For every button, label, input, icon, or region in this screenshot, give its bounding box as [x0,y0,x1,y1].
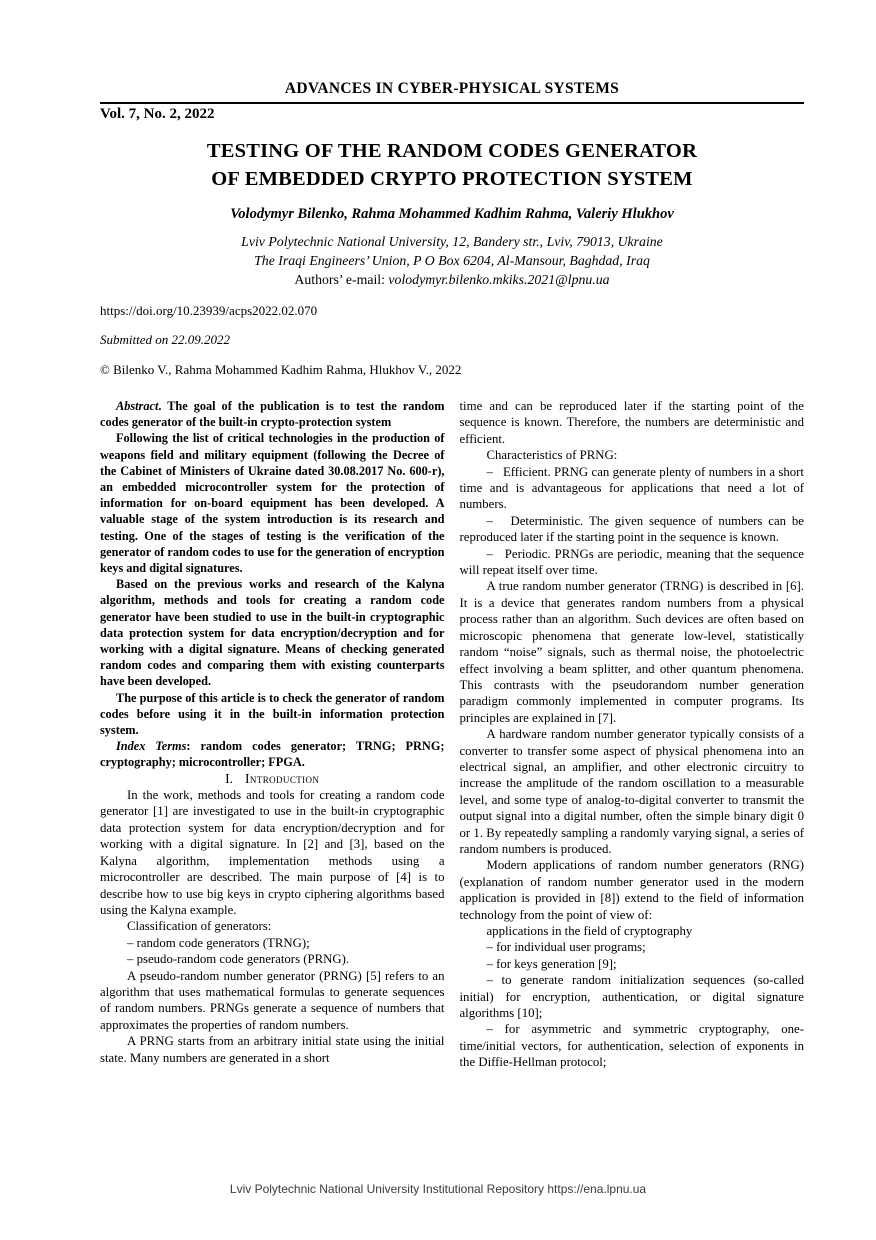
header-rule [100,102,804,104]
affiliation-line2: The Iraqi Engineers’ Union, P O Box 6204, Al-Mansour, Baghdad, Iraq [254,253,650,268]
email-address: volodymyr.bilenko.mkiks.2021@lpnu.ua [388,272,610,287]
abstract-paragraph-1 [100,398,445,430]
right-column [460,398,805,1071]
application-list-item-3: – to generate random initialization sequences (so-called initial) for encryption, authentication, or digital signature algorithms [10]; [459,973,804,1021]
section-heading-introduction [100,771,445,787]
abstract-paragraph-3: Based on the previous works and research of the Kalyna algorithm, methods and tools for creating a random code generator have been studied to use in the built-in cryptographic data protection system for data encryption/decryption and for working with a digital signature. Means of checking generated random codes and comparing them with existing counterparts have been developed. [100,577,445,689]
repository-footer: Lviv Polytechnic National University Institutional Repository https://ena.lpnu.ua [229,1182,647,1196]
copyright-line: © Bilenko V., Rahma Mohammed Kadhim Rahma, Hlukhov V., 2022 [100,362,462,377]
intro-paragraph-2: Classification of generators: [127,919,272,934]
trng-paragraph: A true random number generator (TRNG) is described in [6]. It is a device that generates random numbers from a physical process rather than an algorithm. Such devices are often based on microscopic phenomena that generate low-level, statistically random “noise” signals, such as thermal noise, the photoelectric effect involving a beam splitter, and other quantum phenomena. This contrasts with the pseudorandom number generation paradigm commonly implemented in computer programs. Its principles are explained in [7]. [459,579,804,725]
application-list-item-2: – for keys generation [9]; [486,956,617,971]
index-terms-text: : random codes generator; TRNG; PRNG; cryptography; microcontroller; FPGA. [100,739,445,770]
article-title-line1: TESTING OF THE RANDOM CODES GENERATOR [206,140,698,162]
article-title-line2: OF EMBEDDED CRYPTO PROTECTION SYSTEM [211,168,693,190]
abstract-label: Abstract [116,399,159,413]
prng-characteristic-periodic: – Periodic. PRNGs are periodic, meaning that the sequence will repeat itself over time. [459,546,804,578]
section-number: I. [225,770,234,786]
article-title [100,137,804,193]
abstract-paragraph-2: Following the list of critical technologies in the production of weapons field and military equipment (following the Decree of the Cabinet of Ministers of Ukraine dated 30.08.2017 No. 600-r), an embedded microcontroller system for the protection of information for on-board equipment has been developed. A valuable stage of the system introduction is its research and testing. One of the stages of testing is the verification of the generator of random codes to use for the generation of encryption keys and digital signatures. [100,431,445,576]
application-list-item-4: – for asymmetric and symmetric cryptography, one-time/initial vectors, for authentication, selection of exponents in the Diffie-Hellman protocol; [459,1022,804,1070]
email-line [100,270,804,289]
hardware-rng-paragraph: A hardware random number generator typically consists of a converter to transfer some aspect of physical phenomena into an electrical signal, an amplifier, and other electronic circuitry to increase the amplitude of the random oscillation to a measurable level, and some type of analog-to-digital converter to transmit the output signal into a digital number, often the simple binary digit 0 or 1. By repeatedly sampling a randomly varying signal, a series of random numbers is produced. [459,727,804,856]
abstract-paragraph-4: The purpose of this article is to check the generator of random codes before using it in the built-in information protection system. [100,690,445,738]
modern-applications-paragraph: Modern applications of random number generators (RNG) (explanation of random number generator used in the modern application is provided in [8]) extend to the field of information technology from the point of view of: [459,858,804,922]
right-paragraph-2: Characteristics of PRNG: [486,448,618,463]
abstract-paragraph-1-text: . The goal of the publication is to test the random codes generator of the built-in crypto-protection system [100,399,445,430]
email-label: Authors’ e-mail: [294,272,389,287]
intro-paragraph-4: A PRNG starts from an arbitrary initial state using the initial state. Many numbers are generated in a short [100,1034,445,1065]
intro-paragraph-1: In the work, methods and tools for creating a random code generator [1] are investigated to use in the built-in cryptographic data protection system for data encryption/decryption and for working with a digital signature. In [2] and [3], based on the Kalyna algorithm, implementation methods using a microcontroller are described. The main purpose of [4] is to describe how to use big keys in crypto ciphering algorithms based using the Kalyna example. [100,788,445,917]
intro-paragraph-3: A pseudo-random number generator (PRNG) [5] refers to an algorithm that uses mathematical formulas to generate sequences of random numbers. PRNGs generate a sequence of numbers that approximates the properties of random numbers. [100,968,445,1032]
volume-issue-line: Vol. 7, No. 2, 2022 [100,106,215,122]
page-content [100,80,804,1071]
generator-list-item-1: – random code generators (TRNG); [127,935,310,950]
index-terms [100,738,445,770]
generator-list-item-2: – pseudo-random code generators (PRNG). [127,952,350,967]
index-terms-label: Index Terms [116,739,187,754]
affiliation-line1: Lviv Polytechnic National University, 12, Bandery str., Lviv, 79013, Ukraine [241,234,663,249]
prng-characteristic-efficient: – Efficient. PRNG can generate plenty of numbers in a short time and is advantageous for applications that need a lot of numbers. [459,464,804,512]
cryptography-applications-line: applications in the field of cryptography [486,924,693,938]
prng-characteristic-deterministic: – Deterministic. The given sequence of numbers can be reproduced later if the starting point in the sequence is known. [459,513,804,545]
right-paragraph-1: time and can be reproduced later if the starting point of the sequence is known. Therefore, the numbers are deterministic and efficient. [459,399,804,446]
two-column-body [100,398,804,1071]
authors-line: Volodymyr Bilenko, Rahma Mohammed Kadhim Rahma, Valeriy Hlukhov [230,206,674,222]
meta-block [100,303,804,378]
affiliation-block [100,232,804,289]
journal-title: ADVANCES IN CYBER-PHYSICAL SYSTEMS [284,80,620,97]
submitted-line: Submitted on 22.09.2022 [100,332,230,347]
section-title: Introduction [245,770,320,786]
application-list-item-1: – for individual user programs; [486,940,646,955]
left-column [100,398,445,1071]
doi-line: https://doi.org/10.23939/acps2022.02.070 [100,303,318,318]
